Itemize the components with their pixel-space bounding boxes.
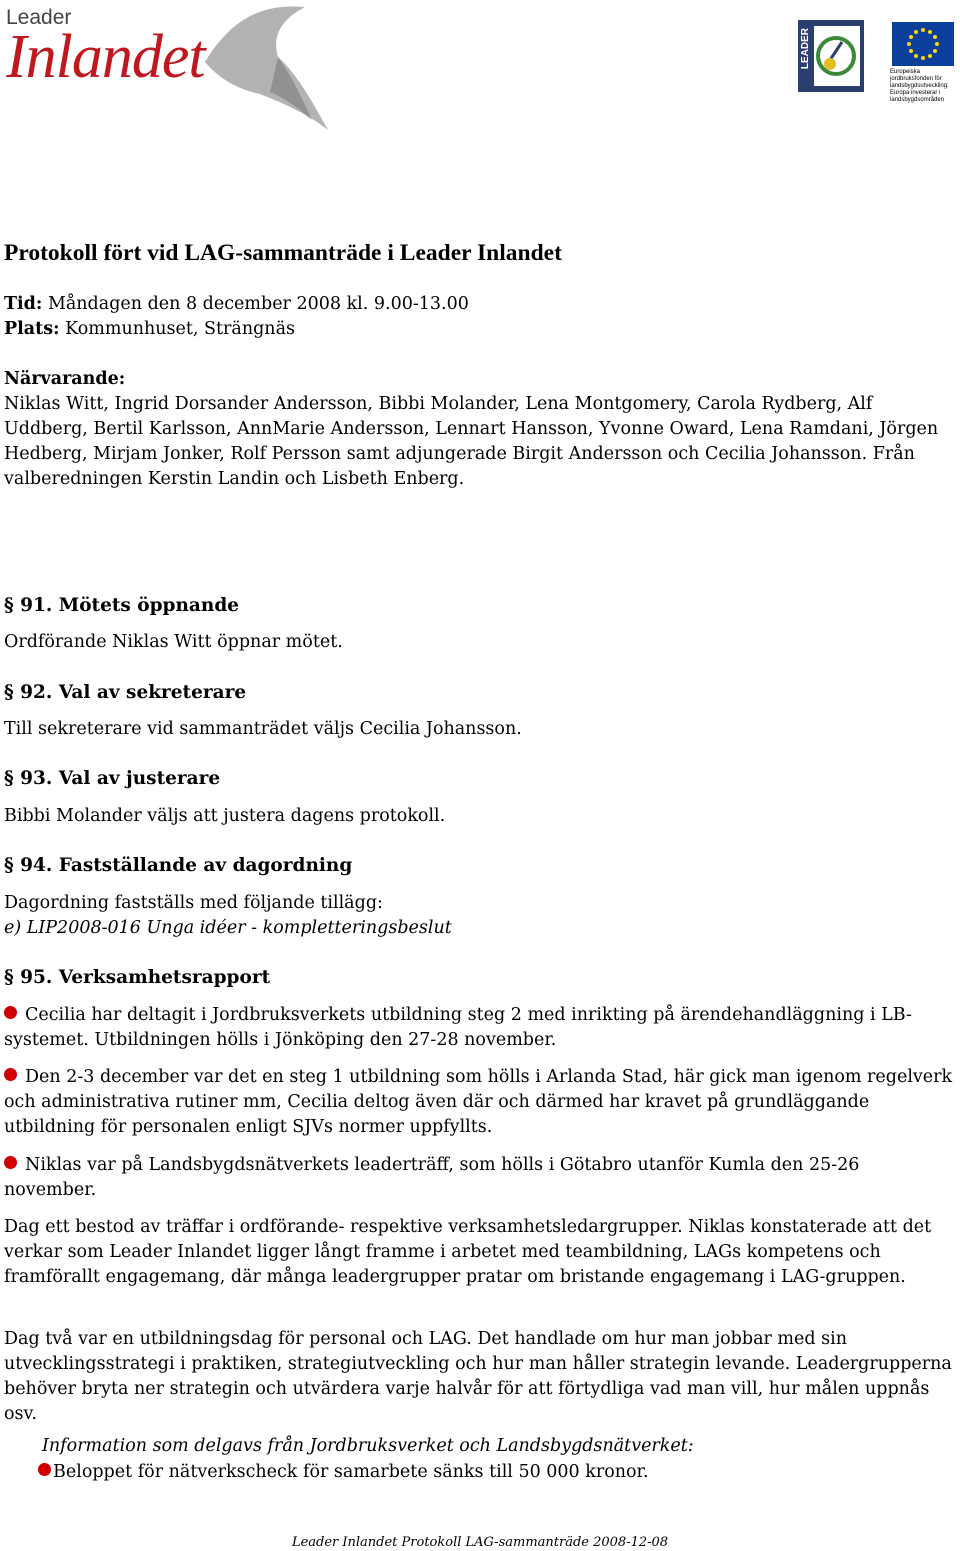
section-92-text: Till sekreterare vid sammanträdet väljs Cecilia Johansson. [4,719,522,739]
inlandet-logo-word: Inlandet [6,23,205,91]
eu-flag-icon [892,22,954,66]
attendees-text: Niklas Witt, Ingrid Dorsander Andersson, Bibbi Molander, Lena Montgomery, Carola Rydberg, Alf Uddberg, Bertil Karlsson, AnnMarie Andersson, Lennart Hansson, Yvonne Oward, Lena Ramdani, Jörgen Hedberg, Mirjam Jonker, Rolf Persson samt adjungerade Birgit Andersson och Cecilia Johansson. Från valberedningen Kerstin Landin och Lisbeth Enberg. [4,394,939,489]
bullet-dot-icon [38,1463,51,1476]
info-bullet-text: Beloppet för nätverkscheck för samarbete sänks till 50 000 kronor. [53,1462,649,1482]
time-label: Tid: [4,294,43,314]
info-bullet [38,1460,649,1485]
section-94-text: Dagordning fastställs med följande tillägg: [4,893,383,913]
place-line [4,317,295,342]
time-line [4,292,469,317]
leader-badge-text [800,28,814,88]
info-heading: Information som delgavs från Jordbruksverket och Landsbygdsnätverket: [42,1436,694,1456]
section-91-heading: § 91. Mötets öppnande [4,595,240,616]
report-bullet-1 [4,1003,954,1053]
leader-logo-small-word: Leader [6,6,72,29]
section-94-heading: § 94. Fastställande av dagordning [4,855,353,876]
eagle-logo-icon [200,2,330,137]
leader-badge-label: LEADER [800,28,811,70]
section-91-text: Ordförande Niklas Witt öppnar mötet. [4,632,343,652]
place-value: Kommunhuset, Strängnäs [59,319,295,339]
report-bullet-2-text: Den 2-3 december var det en steg 1 utbildning som hölls i Arlanda Stad, här gick man igenom regelverk och administrativa rutiner mm, Cecilia deltog även där och därmed har kravet på grundläggande utbildning för personalen enligt SJVs normer uppfyllts. [4,1067,953,1137]
bullet-dot-icon [4,1156,17,1169]
attendees-label: Närvarande: [4,369,126,389]
report-bullet-3-text: Niklas var på Landsbygdsnätverkets leaderträff, som hölls i Götabro utanför Kumla den 25-26 november. [4,1155,860,1200]
bullet-dot-icon [4,1006,17,1019]
bullet-dot-icon [4,1068,17,1081]
section-94-addition: e) LIP2008-016 Unga idéer - kompletteringsbeslut [4,918,452,938]
page-footer: Leader Inlandet Protokoll LAG-sammanträde 2008-12-08 [291,1535,669,1550]
report-bullet-2 [4,1065,954,1140]
eu-caption: Europeiska jordbruksfonden för landsbygdsutveckling: Europa investerar i landsbygdsområden [890,69,949,103]
time-value: Måndagen den 8 december 2008 kl. 9.00-13.00 [42,294,469,314]
report-bullet-1-text: Cecilia har deltagit i Jordbruksverkets utbildning steg 2 med inrikting på ärendehandläggning i LB-systemet. Utbildningen hölls i Jönköping den 27-28 november. [4,1005,912,1050]
report-paragraph-2: Dag två var en utbildningsdag för personal och LAG. Det handlade om hur man jobbar med sin utvecklingsstrategi i praktiken, strategiutveckling och hur man håller strategin levande. Leadergrupperna behöver bryta ner strategin och utvärdera varje halvår för att förtydliga vad man vill, hur målen uppnås osv. [4,1329,952,1424]
document-title: Protokoll fört vid LAG-sammanträde i Leader Inlandet [4,240,562,266]
section-95-heading: § 95. Verksamhetsrapport [4,967,271,988]
section-93-heading: § 93. Val av justerare [4,768,221,789]
section-92-heading: § 92. Val av sekreterare [4,682,247,703]
report-bullet-3 [4,1153,954,1203]
place-label: Plats: [4,319,60,339]
section-93-text: Bibbi Molander väljs att justera dagens protokoll. [4,806,446,826]
report-paragraph-1: Dag ett bestod av träffar i ordförande- respektive verksamhetsledargrupper. Niklas konstaterade att det verkar som Leader Inlandet ligger långt framme i arbetet med teambildning, LAGs kompetens och framförallt engagemang, där många leadergrupper pratar om bristande engagemang i LAG-gruppen. [4,1217,932,1287]
